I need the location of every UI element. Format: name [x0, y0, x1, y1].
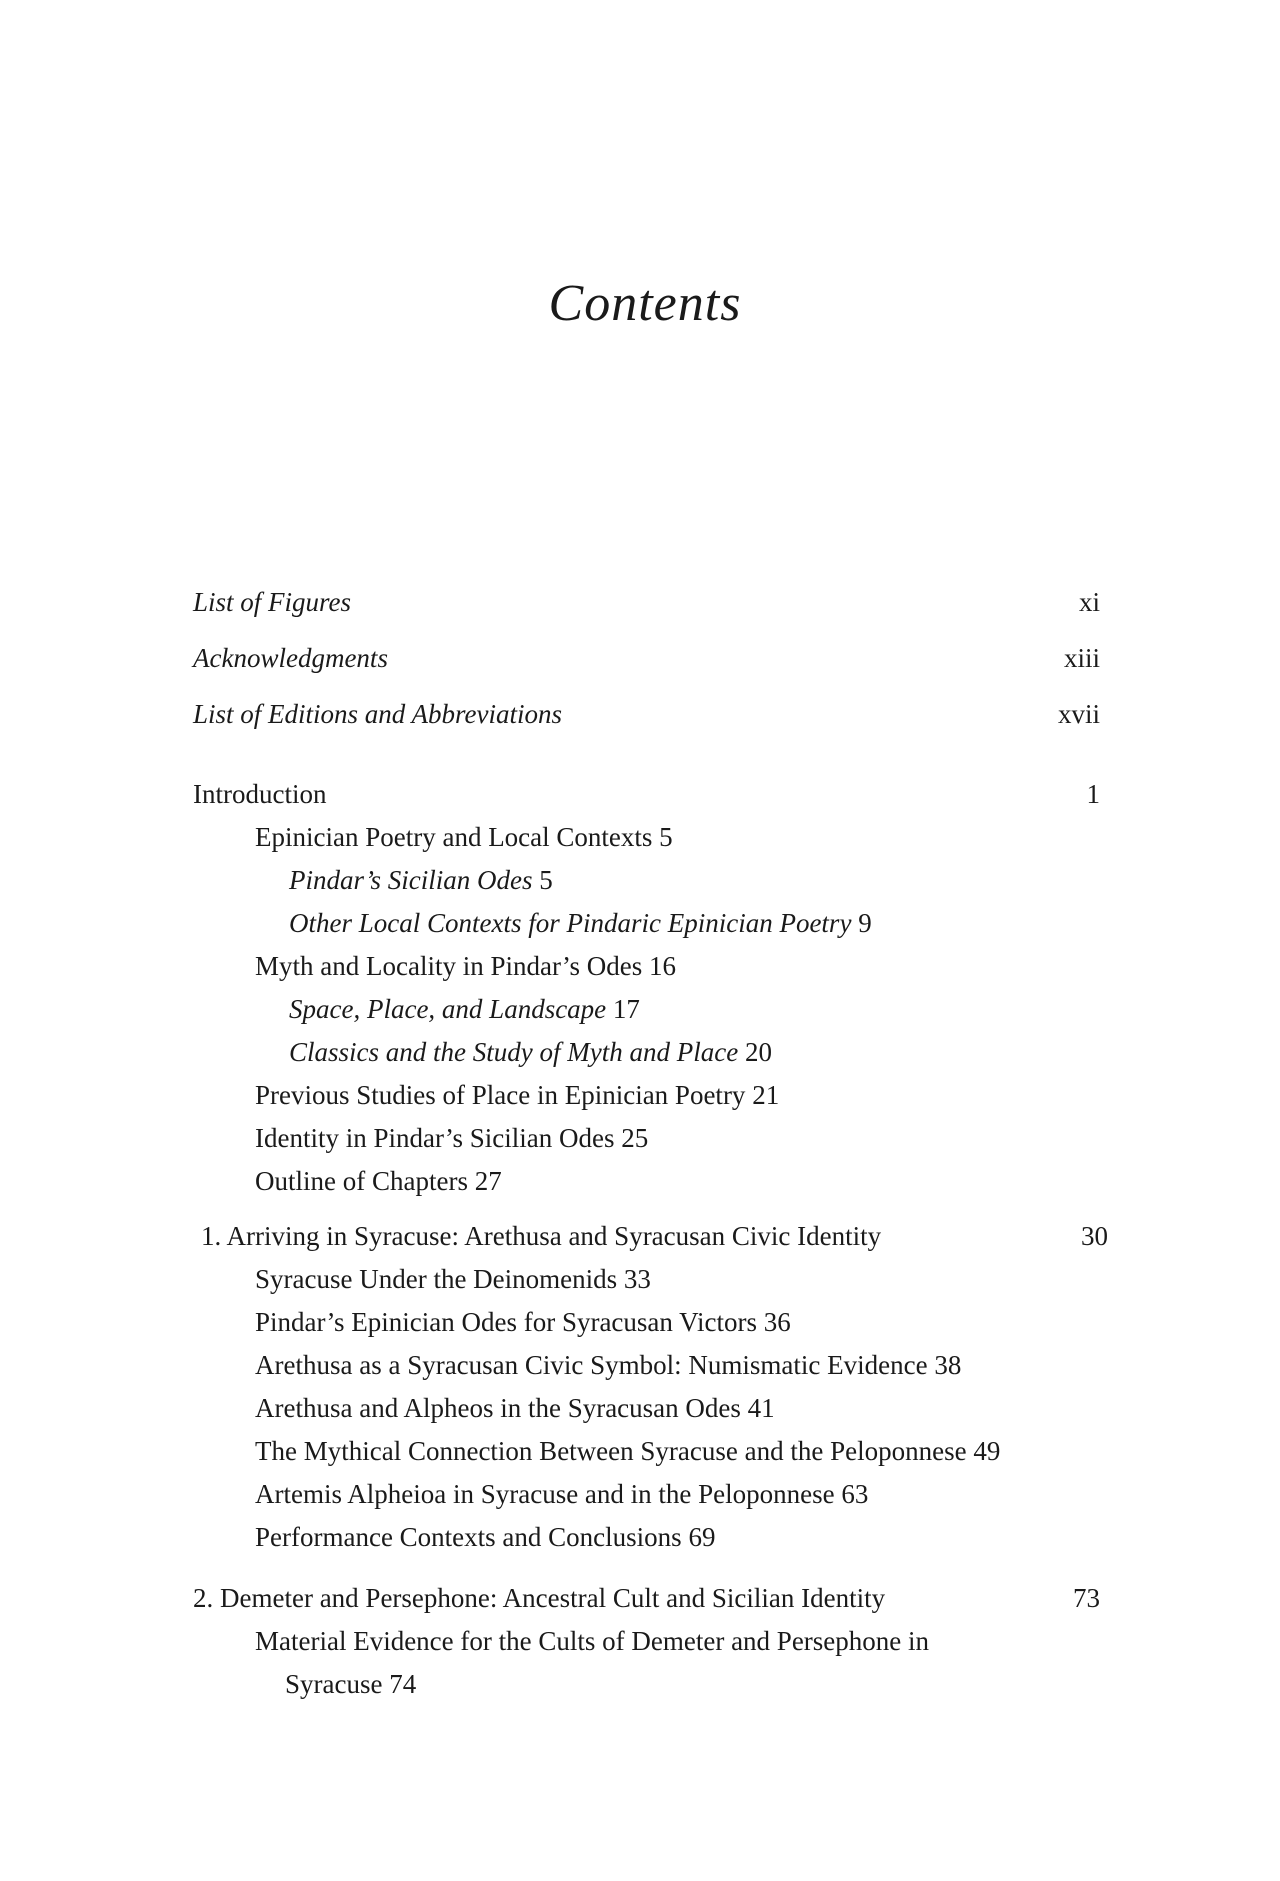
toc-entry-label: Myth and Locality in Pindar’s Odes [255, 951, 643, 981]
toc-subentry[interactable] [193, 1434, 1162, 1468]
toc-subentry[interactable] [193, 1348, 1162, 1382]
toc-entry-label: Arethusa and Alpheos in the Syracusan Odes [255, 1393, 741, 1423]
toc-subentry[interactable] [193, 1164, 1162, 1198]
toc-subentry[interactable] [193, 1520, 1162, 1554]
toc-entry-list-of-figures[interactable] [193, 585, 1100, 619]
toc-entry-label: Acknowledgments [193, 643, 388, 673]
toc-page-number: 5 [659, 822, 673, 852]
toc-page-number: 20 [744, 1037, 772, 1067]
toc-subentry[interactable] [193, 820, 1162, 854]
toc-entry-label: Arethusa as a Syracusan Civic Symbol: Numismatic Evidence [255, 1350, 928, 1380]
toc-entry-label: Pindar’s Sicilian Odes [289, 865, 533, 895]
toc-subsubentry[interactable] [193, 992, 1196, 1026]
toc-entry-acknowledgments[interactable] [193, 641, 1100, 675]
toc-page-number: 25 [621, 1123, 649, 1153]
toc-entry-introduction[interactable] [193, 777, 1100, 811]
toc-entry-chapter-2[interactable] [193, 1581, 1100, 1615]
toc-page-number: 30 [1081, 1221, 1108, 1251]
toc-page-number: 69 [688, 1522, 716, 1552]
toc-subentry[interactable] [193, 949, 1162, 983]
toc-entry-label: Outline of Chapters [255, 1166, 468, 1196]
page-title: Contents [548, 275, 742, 332]
toc-entry-label: 2. Demeter and Persephone: Ancestral Cult and Sicilian Identity [193, 1583, 886, 1613]
toc-entry-label: Pindar’s Epinician Odes for Syracusan Victors [255, 1307, 758, 1337]
toc-entry-label: 1. Arriving in Syracuse: Arethusa and Syracusan Civic Identity [201, 1221, 882, 1251]
toc-subentry[interactable] [193, 1391, 1162, 1425]
toc-page-number: 5 [539, 865, 553, 895]
toc-subentry[interactable] [193, 1262, 1162, 1296]
toc-page-number: 21 [752, 1080, 780, 1110]
toc-entry-label: Syracuse Under the Deinomenids [255, 1264, 618, 1294]
toc-entry-label: Other Local Contexts for Pindaric Epinician Poetry [289, 908, 852, 938]
toc-page-number: xiii [1063, 643, 1100, 673]
toc-entry-editions-abbreviations[interactable] [193, 697, 1100, 731]
toc-entry-label: Introduction [193, 779, 327, 809]
toc-entry-label: Space, Place, and Landscape [289, 994, 607, 1024]
toc-subsubentry[interactable] [193, 1035, 1196, 1069]
toc-page-number: xvii [1057, 699, 1100, 729]
toc-page-number: 33 [623, 1264, 651, 1294]
toc-subentry-continuation[interactable] [193, 1667, 1192, 1701]
toc-entry-label: List of Figures [193, 587, 352, 617]
toc-page-number: xi [1078, 587, 1100, 617]
toc-page-number: 9 [858, 908, 872, 938]
toc-subentry[interactable] [193, 1121, 1162, 1155]
toc-entry-label: Artemis Alpheioa in Syracuse and in the Peloponnese [255, 1479, 835, 1509]
toc-page-number: 1 [1086, 779, 1100, 809]
toc-subentry[interactable] [193, 1624, 1162, 1658]
toc-page-number: 36 [763, 1307, 791, 1337]
toc-entry-chapter-1[interactable] [193, 1219, 1108, 1253]
toc-page-number: 41 [747, 1393, 775, 1423]
toc-subentry[interactable] [193, 1477, 1162, 1511]
toc-entry-label: Performance Contexts and Conclusions [255, 1522, 682, 1552]
toc-subsubentry[interactable] [193, 863, 1196, 897]
toc-subentry[interactable] [193, 1078, 1162, 1112]
toc-entry-label: Classics and the Study of Myth and Place [289, 1037, 739, 1067]
toc-entry-label: Previous Studies of Place in Epinician Poetry [255, 1080, 746, 1110]
toc-page-number: 38 [934, 1350, 962, 1380]
toc-page-number: 27 [474, 1166, 502, 1196]
toc-page-number: 17 [612, 994, 640, 1024]
toc-entry-label: List of Editions and Abbreviations [193, 699, 563, 729]
toc-page-number: 49 [973, 1436, 1001, 1466]
toc-entry-label: Material Evidence for the Cults of Demeter and Persephone in [255, 1626, 930, 1656]
toc-entry-label: The Mythical Connection Between Syracuse and the Peloponnese [255, 1436, 967, 1466]
toc-page-number: 74 [389, 1669, 417, 1699]
toc-subentry[interactable] [193, 1305, 1162, 1339]
toc-entry-label: Identity in Pindar’s Sicilian Odes [255, 1123, 615, 1153]
toc-entry-label: Epinician Poetry and Local Contexts [255, 822, 653, 852]
toc-page-number: 73 [1073, 1583, 1100, 1613]
toc-subsubentry[interactable] [193, 906, 1196, 940]
toc-page-number: 16 [648, 951, 676, 981]
toc-entry-label: Syracuse [285, 1669, 383, 1699]
toc-page-number: 63 [841, 1479, 869, 1509]
